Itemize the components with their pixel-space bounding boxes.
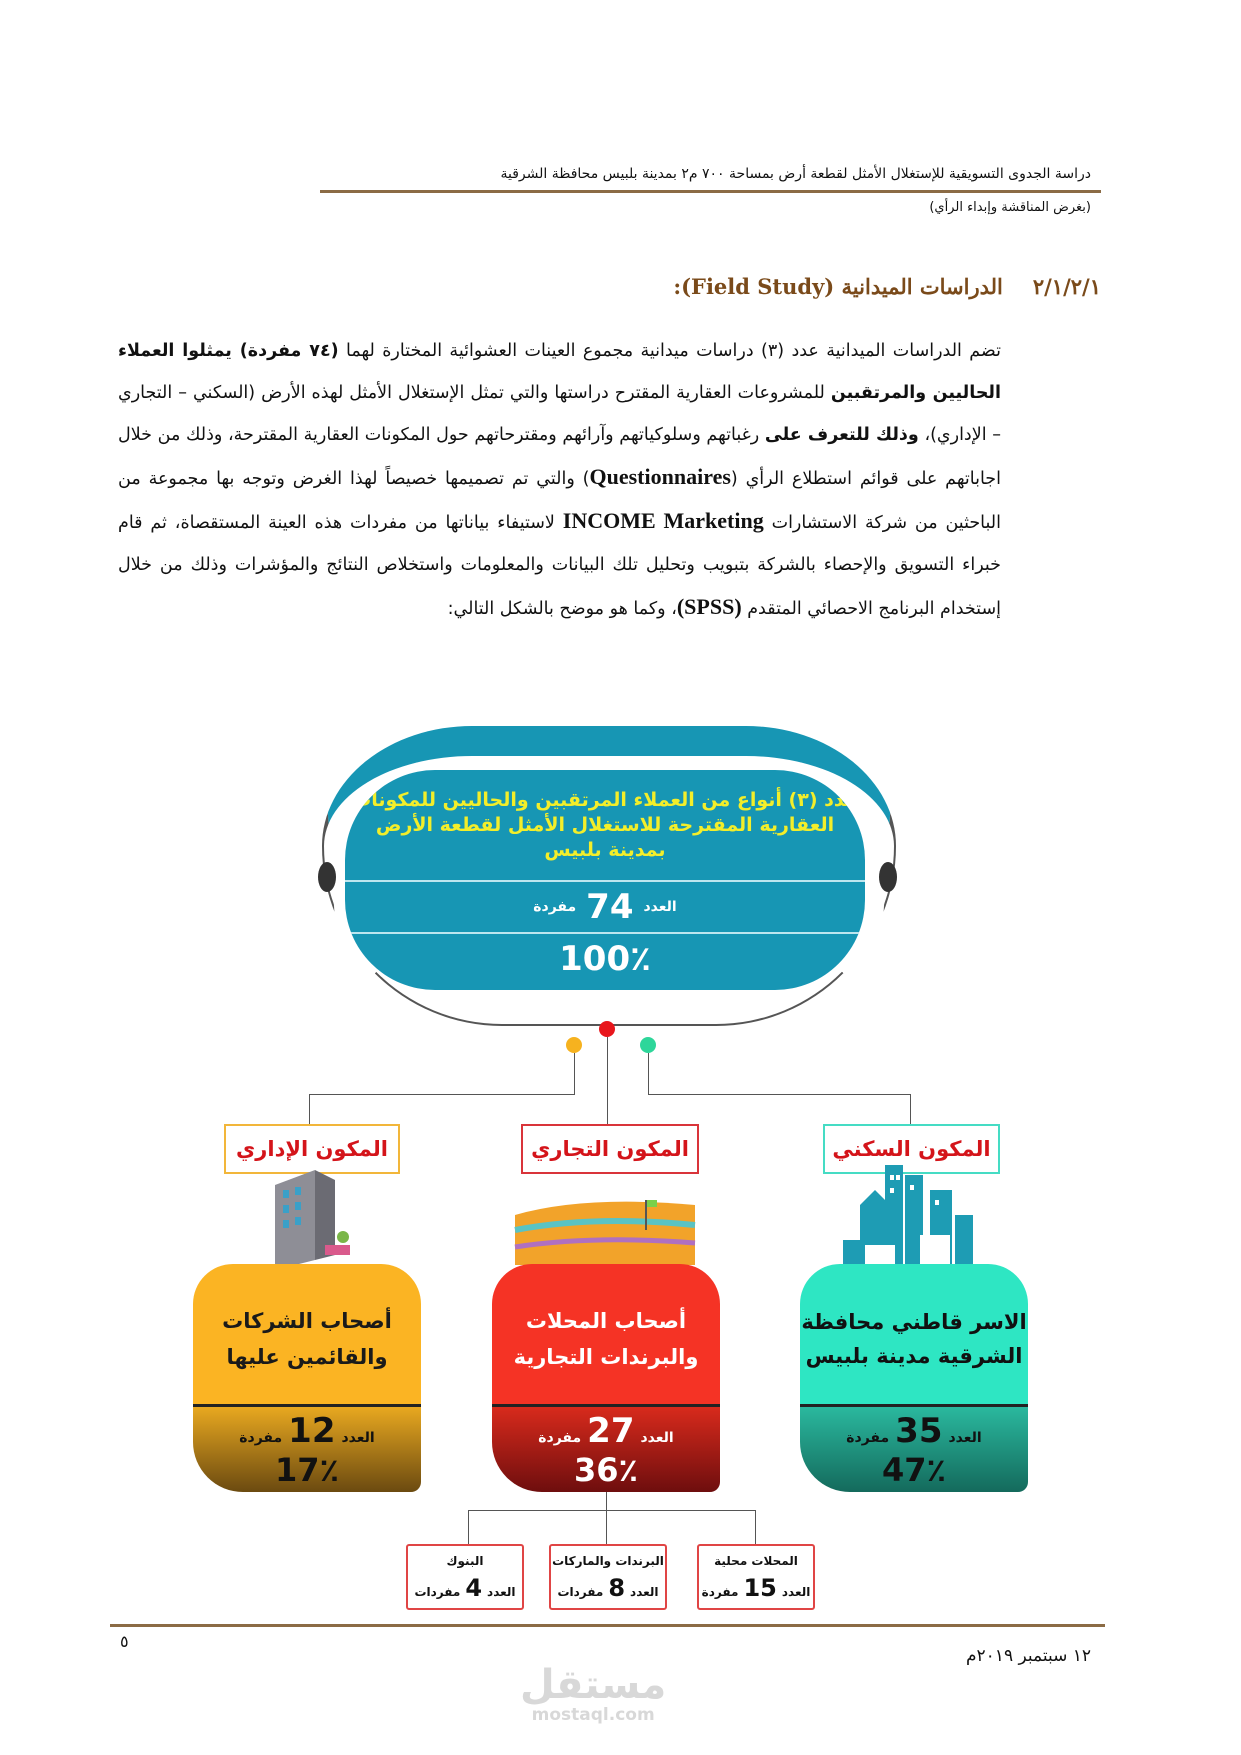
frame-dot-left [318,862,336,892]
yellow-dot [566,1037,582,1053]
unit-label: مفردات [557,1585,604,1599]
footer-date: ١٢ سبتمبر ٢٠١٩م [966,1646,1091,1666]
body-text: ، وكما هو موضح بالشكل التالي: [447,599,677,619]
footer-divider [110,1624,1105,1627]
percent-value: 36٪ [573,1451,639,1489]
breakdown-brands [549,1544,667,1610]
count-label: العدد [487,1585,516,1599]
body-english: (SPSS) [676,594,742,619]
count-label: العدد [781,1585,811,1599]
residential-buildings-icon [835,1160,990,1270]
unit-label: مفردة [533,899,577,915]
total-summary [345,770,865,990]
breakdown-label: البنوك [446,1554,484,1568]
watermark-latin: mostaql.com [531,1705,655,1725]
connector [468,1510,756,1511]
count-label: العدد [341,1430,375,1446]
count-label: العدد [630,1585,659,1599]
card-commercial [492,1264,720,1492]
body-english: INCOME Marketing [562,508,764,533]
count-value: 8 [608,1574,626,1602]
count-value: 4 [465,1574,483,1602]
card-residential [800,1264,1028,1492]
card-description: أصحاب الشركات والقائمين عليها [193,1264,421,1404]
document-header-subtitle: (بغرض المناقشة وإبداء الرأي) [929,200,1091,215]
breakdown-banks [406,1544,524,1610]
document-header-title: دراسة الجدوى التسويقية للإستغلال الأمثل لقطعة أرض بمساحة ٧٠٠ م٢ بمدينة بلبيس محافظة الشرقية [500,166,1091,182]
unit-label: مفردة [538,1430,582,1446]
section-heading [673,274,1101,299]
body-bold: وذلك للتعرف على [764,425,919,445]
percent-value: 47٪ [881,1451,947,1489]
label-administrative: المكون الإداري [224,1124,400,1174]
body-text: للمشروعات العقارية المقترح دراستها والتي تمثل الإستغلال الأمثل لهذه الأرض (السكني – التجاري – الإداري)، [118,383,1001,445]
page-number: ٥ [120,1632,129,1651]
connector [606,1492,607,1545]
body-paragraph [118,330,1001,630]
connector [910,1094,911,1124]
count-value: 12 [288,1411,336,1451]
shopping-mall-icon [505,1195,705,1270]
body-text: لاستيفاء بياناتها من مفردات هذه العينة المستقصاة، ثم قام خبراء التسويق والإحصاء بالشركة بتبويب وتحليل تلك البيانات والمعلومات واستخلاص النتائج والمؤشرات وذلك من خلال إستخدام البرنامج الاحصائي المتقدم [118,513,1001,619]
total-percent: 100٪ [559,939,651,979]
unit-label: مفردات [414,1585,461,1599]
frame-dot-right [879,862,897,892]
watermark-arabic: مستقل [520,1662,667,1708]
breakdown-local-shops [697,1544,815,1610]
header-divider [320,190,1101,193]
connector [468,1510,469,1545]
label-commercial: المكون التجاري [521,1124,699,1174]
connector [755,1510,756,1545]
unit-label: مفردة [701,1585,739,1599]
count-value: 27 [587,1411,635,1451]
connector [309,1094,310,1124]
count-label: العدد [948,1430,982,1446]
green-dot [640,1037,656,1053]
body-text: تضم الدراسات الميدانية عدد (٣) دراسات ميدانية مجموع العينات العشوائية المختارة لهما [338,341,1001,361]
breakdown-label: البرندات والماركات [552,1554,664,1568]
count-label: العدد [643,899,677,915]
section-title: الدراسات الميدانية (Field Study): [673,274,1003,299]
count-value: 35 [895,1411,943,1451]
total-title: عدد (٣) أنواع من العملاء المرتقبين والحاليين للمكونات العقارية المقترحة للاستغلال الأمثل لقطعة الأرض بمدينة بلبيس [352,789,858,861]
section-number: ٢/١/٢/١ [1032,274,1101,299]
count-value: 15 [743,1574,777,1602]
body-text: ) والتي تم تصميمها خصيصاً لهذا الغرض وتوجه بها مجموعة من الباحثين من شركة الاستشارات [118,469,1001,533]
watermark [520,1662,667,1725]
connector [648,1094,911,1095]
body-bold: (٧٤ مفردة) يمثلوا العملاء الحاليين والمرتقبين [118,341,1001,403]
unit-label: مفردة [846,1430,890,1446]
office-building-icon [255,1165,355,1275]
breakdown-label: المحلات محلية [714,1554,798,1568]
card-description: أصحاب المحلات والبرندات التجارية [492,1264,720,1404]
percent-value: 17٪ [274,1451,340,1489]
label-residential: المكون السكني [823,1124,1000,1174]
unit-label: مفردة [239,1430,283,1446]
total-count: 74 [586,887,634,927]
connector [574,1053,575,1095]
card-description: الاسر قاطني محافظة الشرقية مدينة بلبيس [800,1264,1028,1404]
red-dot [599,1021,615,1037]
card-administrative [193,1264,421,1492]
body-english: Questionnaires [589,464,731,489]
body-text: رغباتهم وسلوكياتهم وآرائهم ومقترحاتهم حول المكونات العقارية المقترحة، وذلك من خلال اجاباتهم على قوائم استطلاع الرأي ( [118,425,1001,489]
connector [648,1053,649,1095]
count-label: العدد [640,1430,674,1446]
connector [309,1094,575,1095]
connector [607,1037,608,1125]
